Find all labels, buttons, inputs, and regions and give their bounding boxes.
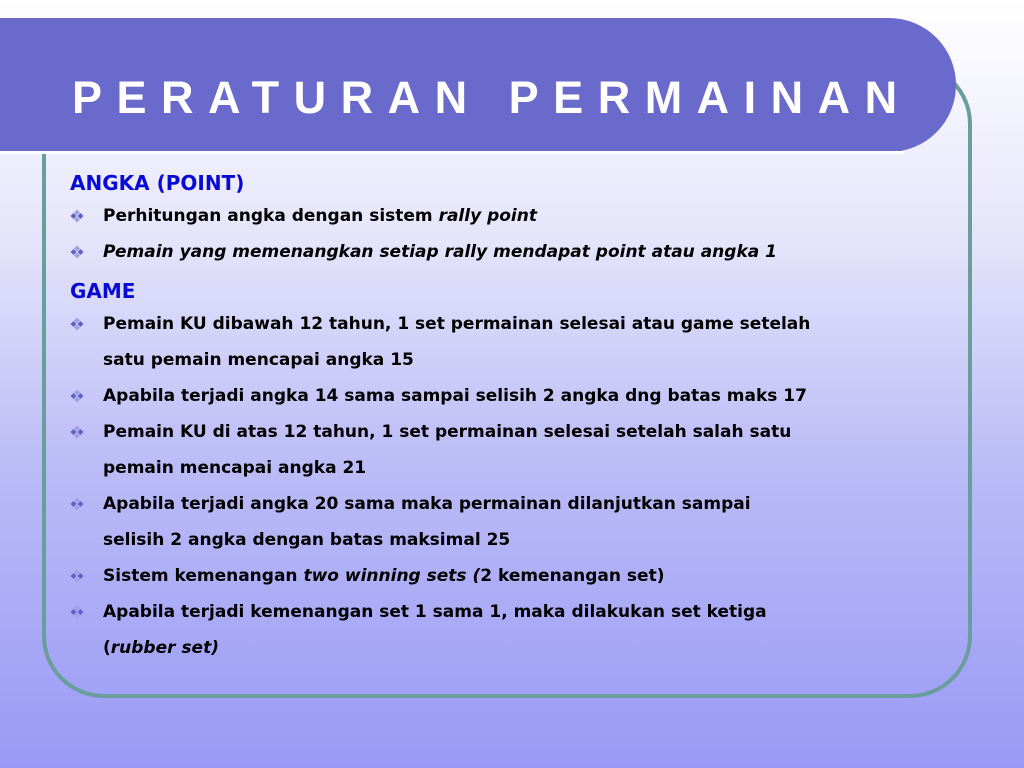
diamond-bullet-icon xyxy=(70,425,84,439)
list-item: Pemain KU dibawah 12 tahun, 1 set permainan selesai atau game setelah satu pemain mencapai angka 15 xyxy=(70,306,950,378)
list-item: Apabila terjadi kemenangan set 1 sama 1, maka dilakukan set ketiga (rubber set) xyxy=(70,594,950,666)
angka-list xyxy=(70,198,950,270)
section-heading-game: GAME xyxy=(70,279,136,303)
diamond-bullet-icon xyxy=(70,389,84,403)
section-heading-angka: ANGKA (POINT) xyxy=(70,171,245,195)
title-bar xyxy=(0,18,956,152)
list-item: Pemain KU di atas 12 tahun, 1 set permainan selesai setelah salah satu pemain mencapai angka 21 xyxy=(70,414,950,486)
diamond-bullet-icon xyxy=(70,245,84,259)
diamond-bullet-icon xyxy=(70,497,84,511)
diamond-bullet-icon xyxy=(70,209,84,223)
slide-content xyxy=(70,168,950,666)
list-item: Pemain yang memenangkan setiap rally mendapat point atau angka 1 xyxy=(70,234,950,270)
list-item: Perhitungan angka dengan sistem rally point xyxy=(70,198,950,234)
diamond-bullet-icon xyxy=(70,569,84,583)
diamond-bullet-icon xyxy=(70,317,84,331)
diamond-bullet-icon xyxy=(70,605,84,619)
title-divider xyxy=(0,151,904,154)
list-item: Apabila terjadi angka 20 sama maka permainan dilanjutkan sampai selisih 2 angka dengan batas maksimal 25 xyxy=(70,486,950,558)
list-item: Apabila terjadi angka 14 sama sampai selisih 2 angka dng batas maks 17 xyxy=(70,378,950,414)
game-list xyxy=(70,306,950,666)
list-item: Sistem kemenangan two winning sets (2 kemenangan set) xyxy=(70,558,950,594)
slide-title: PERATURAN PERMAINAN xyxy=(72,72,912,123)
